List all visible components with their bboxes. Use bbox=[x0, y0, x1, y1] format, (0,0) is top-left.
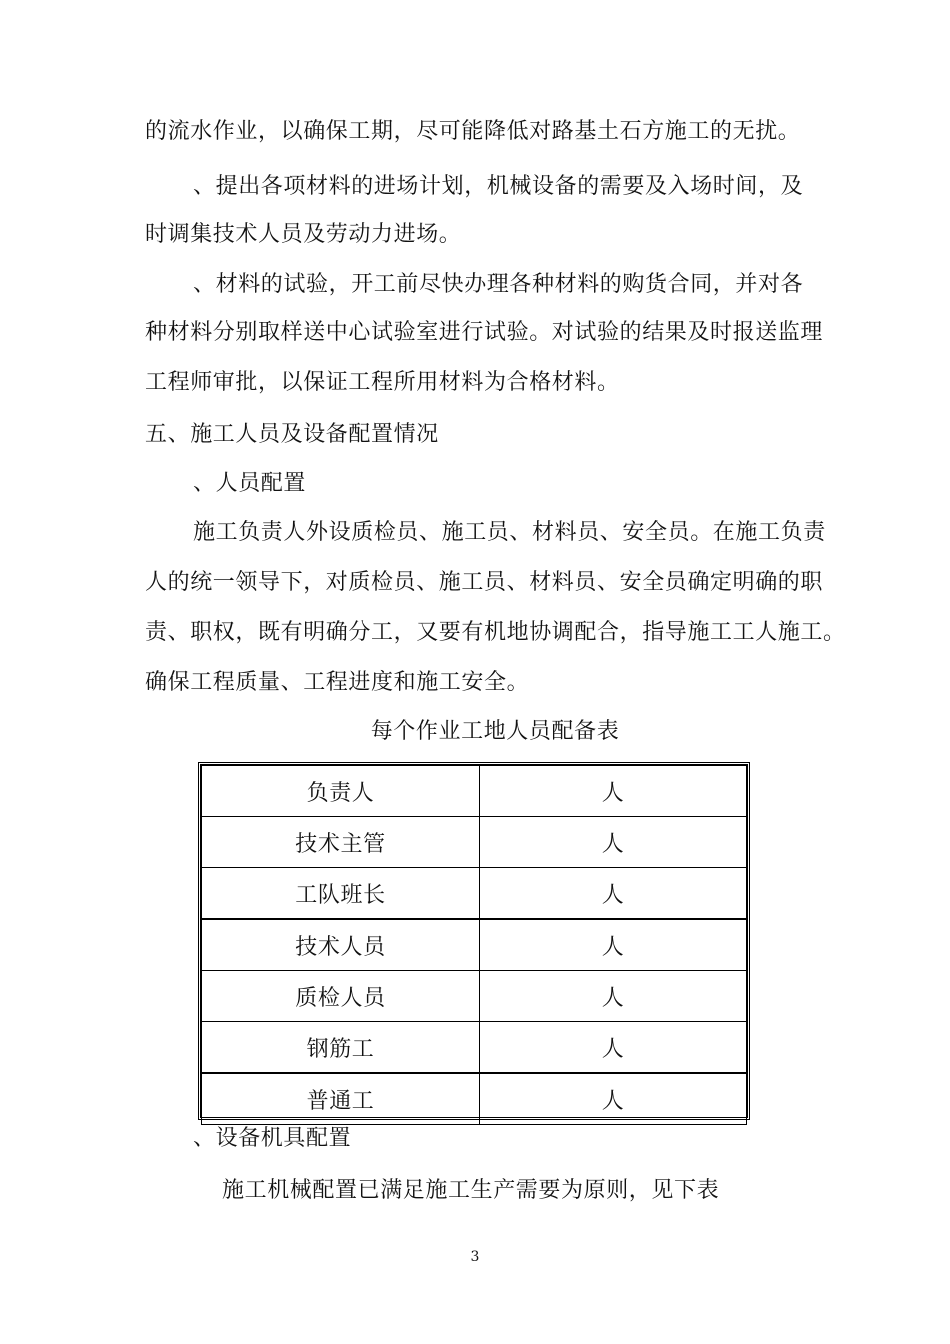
count-cell: 人 bbox=[480, 766, 747, 817]
count-cell: 人 bbox=[480, 868, 747, 920]
table-row bbox=[202, 971, 747, 1022]
paragraph-line: 责、职权，既有明确分工，又要有机地协调配合，指导施工工人施工。 bbox=[145, 620, 846, 645]
paragraph-line: 、提出各项材料的进场计划，机械设备的需要及入场时间，及 bbox=[193, 174, 804, 199]
table-row bbox=[202, 868, 747, 920]
paragraph-line: 确保工程质量、工程进度和施工安全。 bbox=[145, 670, 530, 695]
role-cell: 钢筋工 bbox=[202, 1022, 480, 1074]
count-cell: 人 bbox=[480, 1022, 747, 1074]
paragraph-line: 的流水作业，以确保工期，尽可能降低对路基土石方施工的无扰。 bbox=[145, 119, 801, 144]
role-cell: 工队班长 bbox=[202, 868, 480, 920]
table-row bbox=[202, 919, 747, 971]
page-number: 3 bbox=[470, 1249, 480, 1265]
paragraph-line: 施工负责人外设质检员、施工员、材料员、安全员。在施工负责 bbox=[193, 520, 826, 545]
count-cell: 人 bbox=[480, 1073, 747, 1125]
role-cell: 质检人员 bbox=[202, 971, 480, 1022]
table-caption: 每个作业工地人员配备表 bbox=[370, 719, 620, 744]
count-cell: 人 bbox=[480, 919, 747, 971]
table-row bbox=[202, 817, 747, 868]
role-cell: 普通工 bbox=[202, 1073, 480, 1125]
subsection-heading: 、设备机具配置 bbox=[193, 1126, 352, 1151]
table-row bbox=[202, 1073, 747, 1125]
staff-allocation-table bbox=[198, 762, 750, 1120]
count-cell: 人 bbox=[480, 817, 747, 868]
section-heading: 五、施工人员及设备配置情况 bbox=[145, 422, 439, 447]
subsection-heading: 、人员配置 bbox=[193, 471, 307, 496]
paragraph-line: 时调集技术人员及劳动力进场。 bbox=[145, 222, 462, 247]
paragraph-line: 种材料分别取样送中心试验室进行试验。对试验的结果及时报送监理 bbox=[145, 320, 824, 345]
role-cell: 技术主管 bbox=[202, 817, 480, 868]
count-cell: 人 bbox=[480, 971, 747, 1022]
paragraph-line: 工程师审批，以保证工程所用材料为合格材料。 bbox=[145, 370, 620, 395]
paragraph-line: 人的统一领导下，对质检员、施工员、材料员、安全员确定明确的职 bbox=[145, 570, 824, 595]
role-cell: 负责人 bbox=[202, 766, 480, 817]
role-cell: 技术人员 bbox=[202, 919, 480, 971]
paragraph-line: 施工机械配置已满足施工生产需要为原则，见下表 bbox=[222, 1178, 720, 1203]
paragraph-line: 、材料的试验，开工前尽快办理各种材料的购货合同，并对各 bbox=[193, 272, 804, 297]
table-row bbox=[202, 1022, 747, 1074]
table-row bbox=[202, 766, 747, 817]
